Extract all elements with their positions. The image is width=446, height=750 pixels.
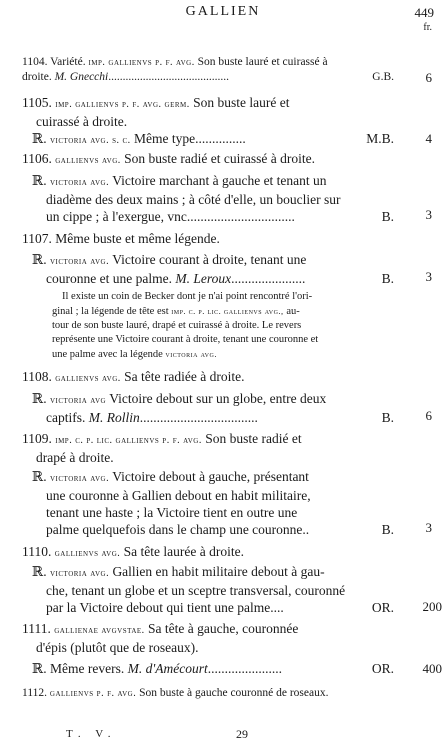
entry-1106: 1106. gallienvs avg. Son buste radié et cuirassé à droite.	[22, 151, 315, 166]
reverse-1110: ℝ. victoria avg. Gallien en habit militaire debout à gau- che, tenant un globe et un sceptre transversal, couronné par la Victoire debout qui tient une palme.... OR.	[32, 564, 394, 615]
entry-1110: 1110. gallienvs avg. Sa tête laurée à droite.	[22, 544, 244, 559]
reverse-1109: ℝ. victoria avg. Victoire debout à gauche, présentant une couronne à Gallien debout en habit militaire, tenant une haste ; la Victoire tient en outre une palme quelquefois dans le champ une couronne.. B.	[32, 469, 394, 537]
running-title: GALLIEN	[185, 4, 261, 19]
reverse-1105: ℝ. victoria avg. s. c. Même type ............... M.B.	[32, 131, 394, 146]
entry-1107: 1107. Même buste et même légende.	[22, 231, 220, 246]
sheet-number: 29	[236, 727, 248, 741]
price-1104: 6	[425, 70, 432, 85]
entry-1104: 1104. Variété. imp. gallienvs p. f. avg. Son buste lauré et cuirassé à droite. M. Gnecchi .......................................... G.B.	[22, 56, 394, 83]
entry-1109: 1109. imp. c. p. lic. gallienvs p. f. avg. Son buste radié et drapé à droite.	[22, 431, 302, 465]
reverse-1106: ℝ. victoria avg. Victoire marchant à gauche et tenant un diadème des deux mains ; à côté d'elle, un bouclier sur un cippe ; à l'exergue, vnc ................................ B.	[32, 173, 394, 224]
entry-1112: 1112. gallienvs p. f. avg. Son buste à gauche couronné de roseaux.	[22, 687, 329, 699]
footnote-becker: Il existe un coin de Becker dont je n'ai point rencontré l'ori- ginal ; la légende de tête est imp. c. p. lic. gallienvs avg., au- tour de son buste lauré, drapé et cuirassé à droite. Le revers représente une Victoire courant à droite, tenant une couronne et une palme avec la légende victoria avg.	[52, 291, 319, 360]
reverse-1108: ℝ. victoria avg Victoire debout sur un globe, entre deux captifs. M. Rollin ................................... B.	[32, 391, 394, 425]
price-1108: 6	[425, 408, 432, 423]
price-1111: 400	[422, 661, 442, 676]
price-1105: 4	[425, 131, 432, 146]
reverse-1111: ℝ. Même revers. M. d'Amécourt ...................... OR.	[32, 661, 394, 676]
entry-1108: 1108. gallienvs avg. Sa tête radiée à droite.	[22, 369, 245, 384]
price-1109: 3	[425, 520, 432, 535]
entry-1111: 1111. gallienae avgvstae. Sa tête à gauche, couronnée d'épis (plutôt que de roseaux).	[22, 621, 299, 655]
entry-1105: 1105. imp. gallienvs p. f. avg. germ. Son buste lauré et cuirassé à droite.	[22, 95, 290, 129]
price-1110: 200	[422, 599, 442, 614]
price-1107: 3	[425, 269, 432, 284]
reverse-1107: ℝ. victoria avg. Victoire courant à droite, tenant une couronne et une palme. M. Leroux ...................... B.	[32, 252, 394, 286]
price-1106: 3	[425, 207, 432, 222]
price-unit-label: fr.	[423, 22, 432, 33]
signature-mark: T. V.	[66, 728, 117, 740]
page-number: 449	[414, 5, 434, 20]
